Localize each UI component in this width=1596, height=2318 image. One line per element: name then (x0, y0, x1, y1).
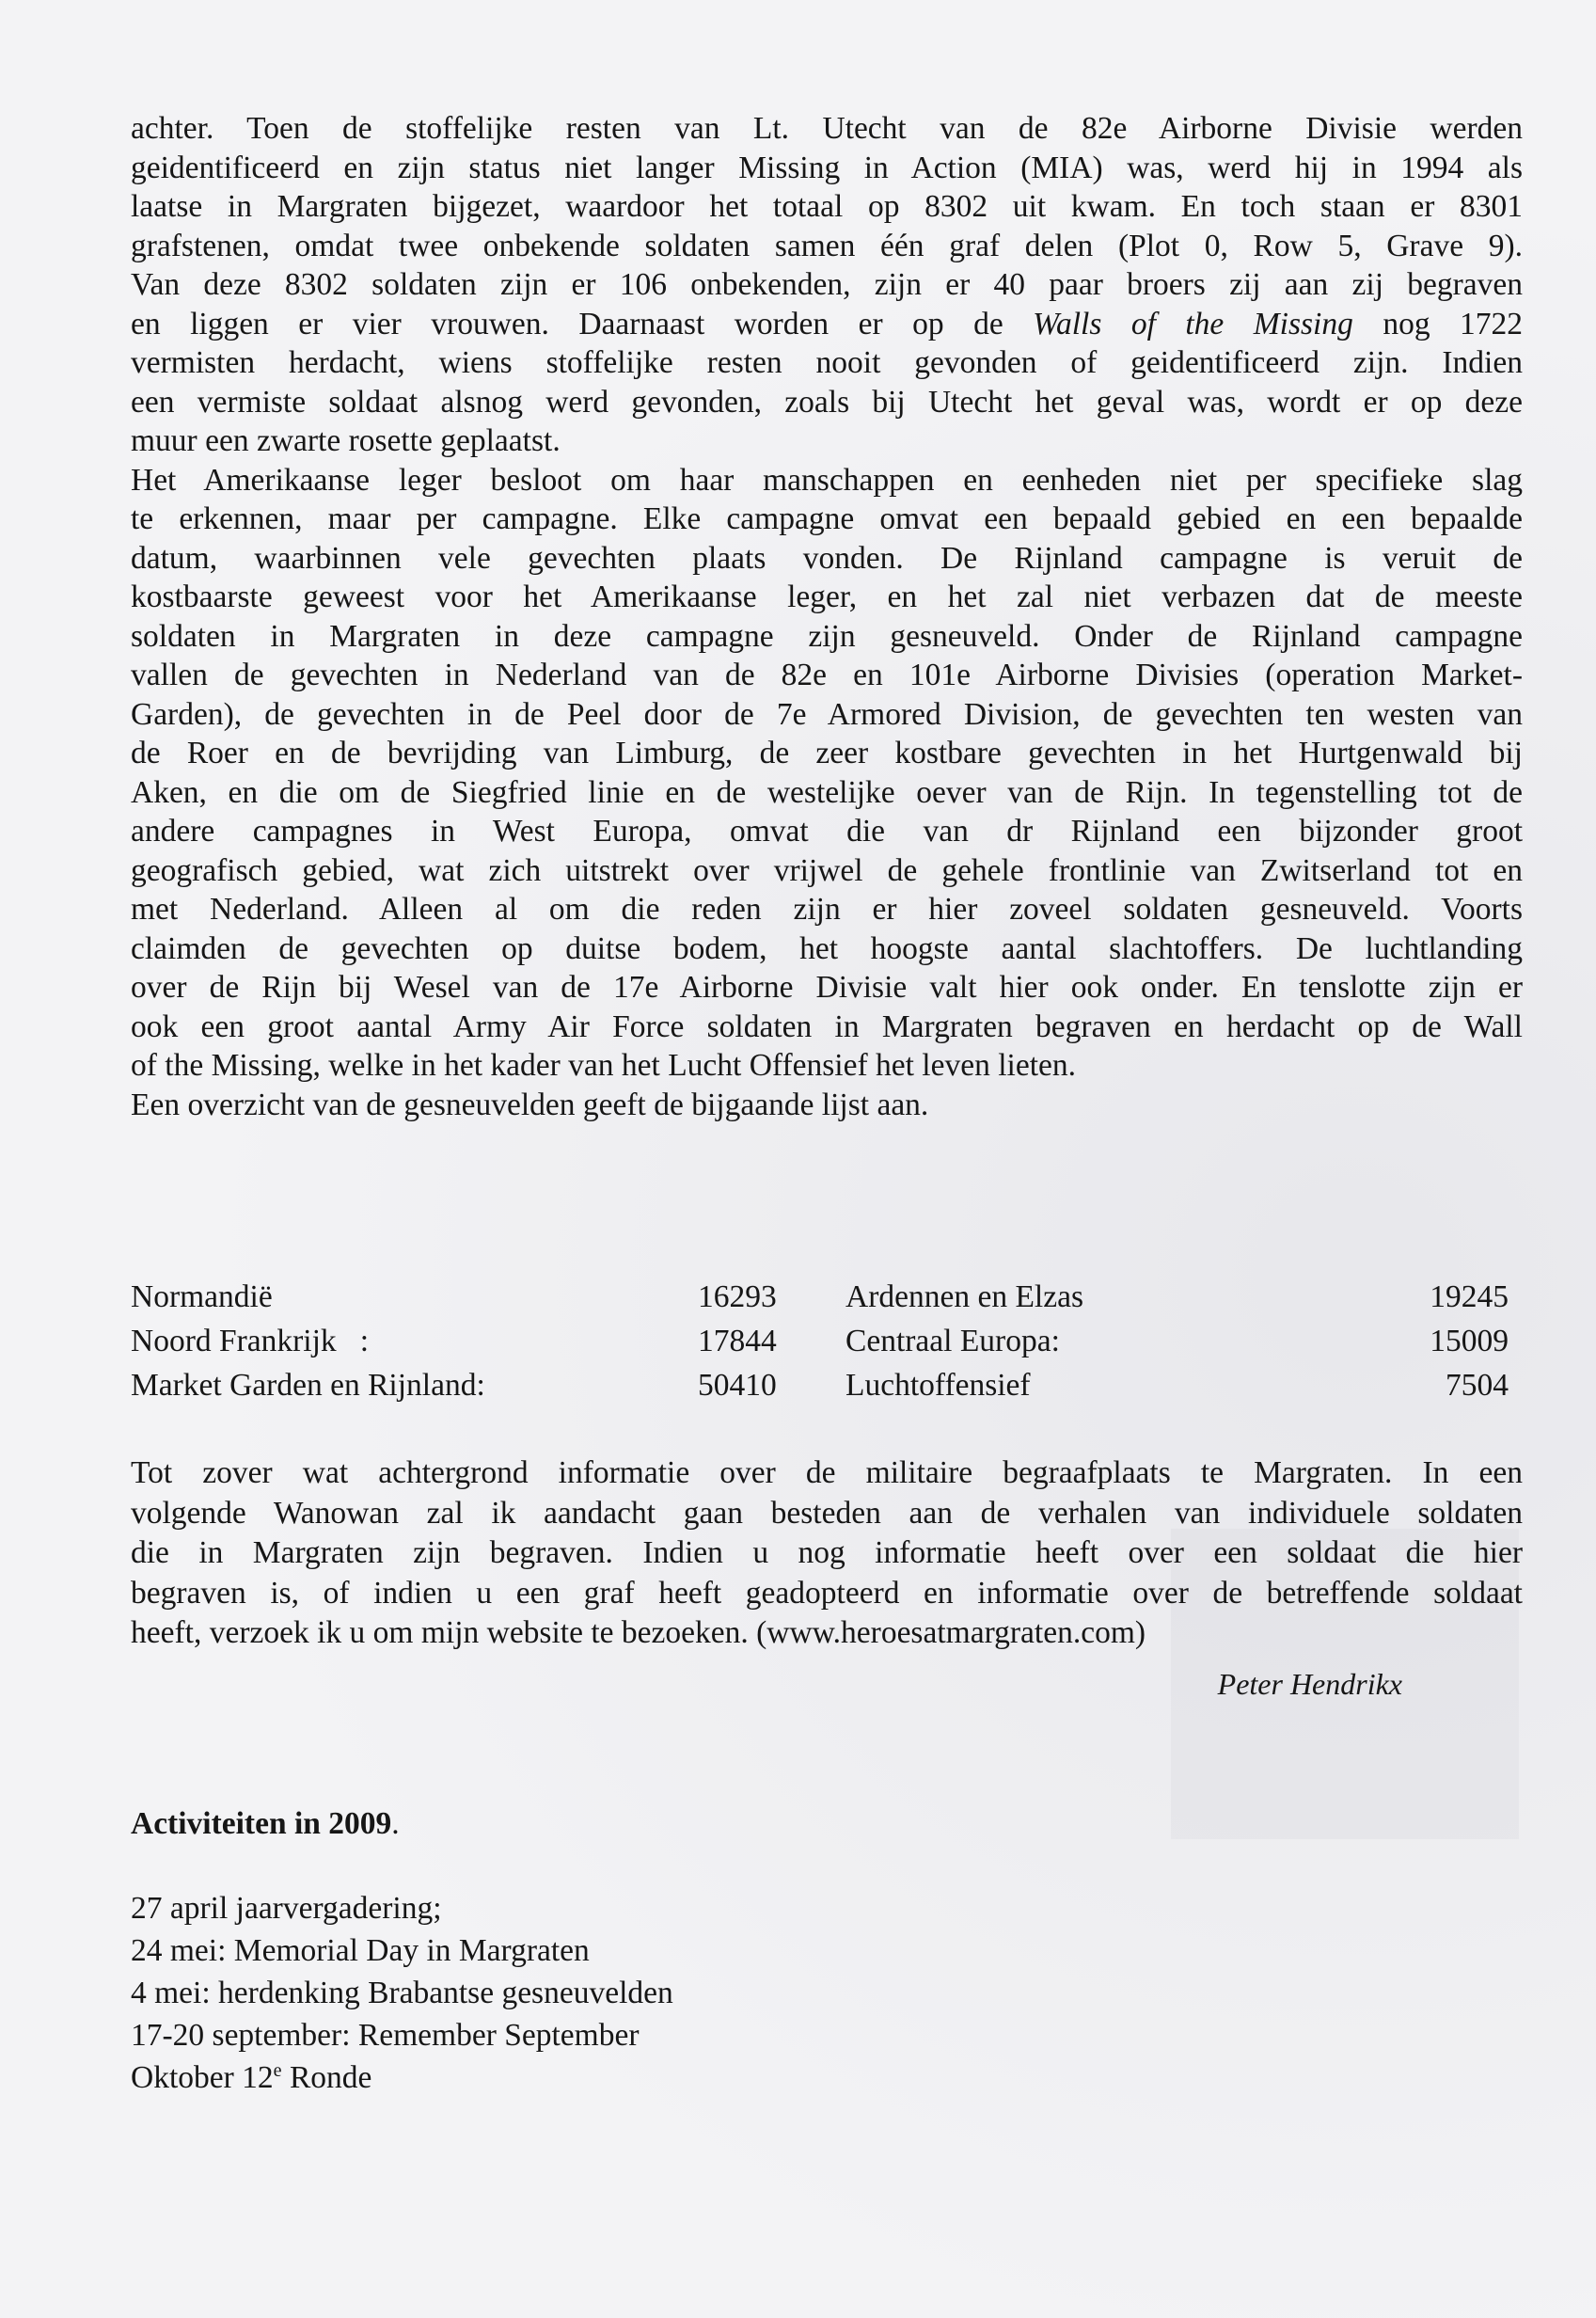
text-fragment: nog 1722 (1383, 306, 1524, 341)
text-line: laatse in Margraten bijgezet, waardoor het totaal op 8302 uit kwam. En toch staan er 8301 (131, 189, 1523, 224)
closing-paragraph (131, 1453, 1523, 1654)
campaign-count: 19245 (1430, 1279, 1509, 1314)
campaign-label: Centraal Europa: (845, 1324, 1060, 1358)
campaign-count: 16293 (698, 1279, 777, 1314)
text-line: te erkennen, maar per campagne. Elke campagne omvat een bepaald gebied en een bepaalde (131, 501, 1523, 536)
campaign-count: 17844 (698, 1324, 777, 1358)
text-line: een vermiste soldaat alsnog werd gevonden, zoals bij Utecht het geval was, wordt er op deze (131, 384, 1523, 420)
paragraph-closing (131, 1453, 1523, 1654)
campaign-count: 15009 (1430, 1324, 1509, 1358)
text-line: Een overzicht van de gesneuvelden geeft de bijgaande lijst aan. (131, 1087, 929, 1122)
text-line: Het Amerikaanse leger besloot om haar manschappen en eenheden niet per specifieke slag (131, 462, 1523, 498)
text-line: Aken, en die om de Siegfried linie en de westelijke oever van de Rijn. In tegenstelling tot de (131, 774, 1523, 810)
walls-of-missing-phrase: Walls of the Missing (1033, 306, 1353, 341)
text-line: muur een zwarte rosette geplaatst. (131, 423, 561, 458)
text-line: begraven is, of indien u een graf heeft geadopteerd en informatie over de betreffende soldaat (131, 1575, 1523, 1611)
heading-period: . (391, 1806, 400, 1841)
table-row (131, 1275, 1509, 1319)
activity-item (131, 2056, 673, 2099)
text-line: over de Rijn bij Wesel van de 17e Airborne Divisie valt hier ook onder. En tenslotte zijn er (131, 970, 1523, 1005)
table-row (131, 1363, 1509, 1407)
text-line: kostbaarste geweest voor het Amerikaanse leger, en het zal niet verbazen dat de meeste (131, 580, 1523, 614)
table-row (131, 1319, 1509, 1363)
text-line: soldaten in Margraten in deze campagne zijn gesneuveld. Onder de Rijnland campagne (131, 618, 1523, 654)
campaign-label: Market Garden en Rijnland: (131, 1368, 485, 1403)
campaign-label: Ardennen en Elzas (845, 1279, 1084, 1314)
article-body (131, 109, 1523, 1124)
casualty-table (131, 1275, 1509, 1407)
activity-text: Oktober 12 (131, 2060, 274, 2095)
text-line-walls (131, 305, 1523, 344)
author-signature: Peter Hendrikx (1217, 1667, 1402, 1701)
text-line: de Roer en de bevrijding van Limburg, de zeer kostbare gevechten in het Hurtgenwald bij (131, 736, 1523, 770)
text-line: Van deze 8302 soldaten zijn er 106 onbekenden, zijn er 40 paar broers zij aan zij begraven (131, 267, 1523, 302)
text-line: volgende Wanowan zal ik aandacht gaan besteden aan de verhalen van individuele soldaten (131, 1495, 1523, 1531)
campaign-label: Normandië (131, 1279, 273, 1314)
activity-item: 4 mei: herdenking Brabantse gesneuvelden (131, 1976, 673, 2010)
activities-section (131, 1802, 673, 2099)
text-fragment: en liggen er vier vrouwen. Daarnaast worden er op de (131, 306, 1003, 341)
campaign-label: Noord Frankrijk : (131, 1324, 370, 1358)
text-line: claimden de gevechten op duitse bodem, het hoogste aantal slachtoffers. De luchtlanding (131, 930, 1523, 966)
paragraph-graves (131, 109, 1523, 461)
activity-item: 24 mei: Memorial Day in Margraten (131, 1933, 590, 1968)
campaign-count: 50410 (698, 1368, 777, 1403)
text-line: geografisch gebied, wat zich uitstrekt over vrijwel de gehele frontlinie van Zwitserland tot en (131, 852, 1523, 888)
campaign-label: Luchtoffensief (845, 1368, 1031, 1403)
text-line: geidentificeerd en zijn status niet langer Missing in Action (MIA) was, werd hij in 1994 als (131, 150, 1523, 185)
text-line: ook een groot aantal Army Air Force soldaten in Margraten begraven en herdacht op de Wall (131, 1008, 1523, 1044)
text-line: vermisten herdacht, wiens stoffelijke resten nooit gevonden of geidentificeerd zijn. Indien (131, 345, 1523, 380)
text-line: achter. Toen de stoffelijke resten van Lt. Utecht van de 82e Airborne Divisie werden (131, 111, 1523, 146)
heading-text: Activiteiten in 2009 (131, 1806, 392, 1841)
text-line: met Nederland. Alleen al om die reden zijn er hier zoveel soldaten gesneuveld. Voorts (131, 892, 1523, 927)
text-line: grafstenen, omdat twee onbekende soldaten samen één graf delen (Plot 0, Row 5, Grave 9). (131, 228, 1523, 263)
text-line: vallen de gevechten in Nederland van de 82e en 101e Airborne Divisies (operation Market- (131, 658, 1523, 692)
ordinal-suffix: e (273, 2059, 282, 2081)
paragraph-campaigns (131, 461, 1523, 1125)
text-line: of the Missing, welke in het kader van het Lucht Offensief het leven lieten. (131, 1048, 1076, 1083)
text-line: die in Margraten zijn begraven. Indien u nog informatie heeft over een soldaat die hier (131, 1535, 1523, 1570)
text-line: datum, waarbinnen vele gevechten plaats vonden. De Rijnland campagne is veruit de (131, 540, 1523, 576)
text-line: Tot zover wat achtergrond informatie over de militaire begraafplaats te Margraten. In een (131, 1455, 1523, 1490)
activities-heading (131, 1802, 673, 1845)
activity-text: Ronde (281, 2060, 372, 2095)
text-line: Garden), de gevechten in de Peel door de 7e Armored Division, de gevechten ten westen van (131, 696, 1523, 732)
activity-item: 17-20 september: Remember September (131, 2018, 640, 2053)
campaign-count: 7504 (1446, 1368, 1509, 1403)
text-line: andere campagnes in West Europa, omvat die van dr Rijnland een bijzonder groot (131, 814, 1523, 849)
text-line: heeft, verzoek ik u om mijn website te bezoeken. (www.heroesatmargraten.com) (131, 1615, 1146, 1650)
activity-item: 27 april jaarvergadering; (131, 1891, 442, 1926)
